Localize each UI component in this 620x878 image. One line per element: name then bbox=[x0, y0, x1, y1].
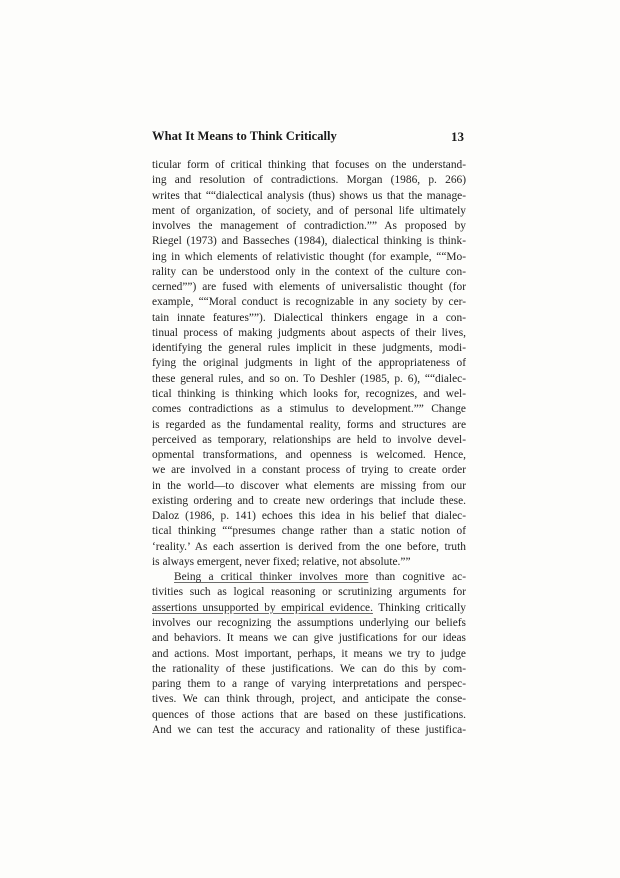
body-text bbox=[152, 158, 466, 738]
text-line: existing ordering and to create new orderings that include these. bbox=[152, 494, 466, 507]
text-line: identifying the general rules implicit in these judgments, modi- bbox=[152, 342, 466, 355]
chapter-title: What It Means to Think Critically bbox=[152, 129, 337, 143]
text-line: opmental transformations, and openness is welcomed. Hence, bbox=[152, 449, 466, 462]
text-line: Daloz (1986, p. 141) echoes this idea in his belief that dialec- bbox=[152, 510, 466, 523]
text-line: and behaviors. It means we can give justifications for our ideas bbox=[152, 632, 466, 645]
paragraph-dialectical-thinking bbox=[152, 158, 466, 570]
page-number: 13 bbox=[451, 129, 464, 144]
text-line: in the world—to discover what elements are missing from our bbox=[152, 479, 466, 492]
text-line: the rationality of these justifications. We can do this by com- bbox=[152, 662, 466, 675]
underlined-phrase: assertions unsupported by empirical evidence. bbox=[152, 601, 373, 614]
underlined-phrase: Being a critical thinker involves more bbox=[174, 571, 369, 584]
text-fragment: Thinking critically bbox=[372, 601, 466, 614]
text-line: tain innate features””). Dialectical thinkers engage in a con- bbox=[152, 311, 466, 324]
text-line: tical thinking is thinking which looks for, recognizes, and wel- bbox=[152, 387, 466, 400]
running-head bbox=[152, 129, 464, 147]
text-line: ment of organization, of society, and of personal life ultimately bbox=[152, 204, 466, 217]
text-line: tical thinking ““presumes change rather than a static notion of bbox=[152, 525, 466, 538]
text-line: tivities such as logical reasoning or scrutinizing arguments for bbox=[152, 586, 466, 599]
text-line: example, ““Moral conduct is recognizable in any society by cer- bbox=[152, 296, 466, 309]
text-fragment: than cognitive ac- bbox=[368, 571, 466, 584]
text-line: And we can test the accuracy and rationality of these justifica- bbox=[152, 723, 466, 736]
text-line: involves the management of contradiction.”” As proposed by bbox=[152, 220, 466, 233]
text-line: perceived as temporary, relationships are held to involve devel- bbox=[152, 433, 466, 446]
text-line: and actions. Most important, perhaps, it means we try to judge bbox=[152, 647, 466, 660]
text-line: comes contradictions as a stimulus to development.”” Change bbox=[152, 403, 466, 416]
text-line: Riegel (1973) and Basseches (1984), dialectical thinking is think- bbox=[152, 235, 466, 248]
paragraph-critical-thinker bbox=[152, 570, 466, 738]
text-line: rality can be understood only in the context of the culture con- bbox=[152, 265, 466, 278]
text-line: we are involved in a constant process of trying to create order bbox=[152, 464, 466, 477]
text-line: ticular form of critical thinking that focuses on the understand- bbox=[152, 159, 466, 171]
text-line bbox=[152, 601, 466, 616]
text-line bbox=[152, 570, 466, 585]
text-line: fying the original judgments in light of the appropriateness of bbox=[152, 357, 466, 370]
text-line: involves our recognizing the assumptions underlying our beliefs bbox=[152, 616, 466, 629]
text-line: ing in which elements of relativistic thought (for example, ““Mo- bbox=[152, 250, 466, 263]
text-line: cerned””) are fused with elements of universalistic thought (for bbox=[152, 281, 466, 294]
text-line: tinual process of making judgments about aspects of their lives, bbox=[152, 326, 466, 339]
text-line: ‘reality.’ As each assertion is derived from the one before, truth bbox=[152, 540, 466, 553]
text-line: writes that ““dialectical analysis (thus) shows us that the manage- bbox=[152, 189, 466, 202]
text-line: quences of those actions that are based on these justifications. bbox=[152, 708, 466, 721]
text-line: is always emergent, never fixed; relative, not absolute.”” bbox=[152, 555, 411, 568]
text-line: these general rules, and so on. To Deshler (1985, p. 6), ““dialec- bbox=[152, 372, 466, 385]
text-line: ing and resolution of contradictions. Morgan (1986, p. 266) bbox=[152, 174, 466, 187]
text-line: is regarded as the fundamental reality, forms and structures are bbox=[152, 418, 466, 431]
text-line: tives. We can think through, project, and anticipate the conse- bbox=[152, 693, 466, 706]
text-line: paring them to a range of varying interpretations and perspec- bbox=[152, 678, 466, 691]
